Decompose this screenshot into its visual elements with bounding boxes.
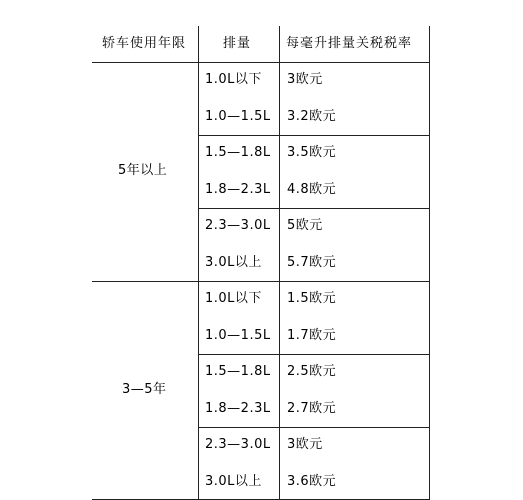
displacement-cell: 1.0L以下 xyxy=(205,291,262,306)
displacement-cell: 1.0L以下 xyxy=(205,72,262,87)
rule-header-bottom xyxy=(92,62,430,63)
rate-cell: 3.2欧元 xyxy=(287,109,337,124)
rule-g2-a xyxy=(198,354,430,355)
displacement-cell: 3.0L以上 xyxy=(205,474,262,489)
displacement-cell: 1.5—1.8L xyxy=(205,145,271,160)
rate-cell: 3欧元 xyxy=(287,72,323,87)
rate-cell: 4.8欧元 xyxy=(287,182,337,197)
header-rate: 每毫升排量关税税率 xyxy=(286,36,413,51)
rule-col-1 xyxy=(198,26,199,500)
displacement-cell: 1.0—1.5L xyxy=(205,109,271,124)
rate-cell: 1.5欧元 xyxy=(287,291,337,306)
rule-col-3 xyxy=(429,26,430,500)
rule-g2-b xyxy=(198,427,430,428)
header-displacement: 排量 xyxy=(223,36,252,51)
displacement-cell: 1.0—1.5L xyxy=(205,328,271,343)
displacement-cell: 2.3—3.0L xyxy=(205,437,271,452)
rule-g1-b xyxy=(198,208,430,209)
rate-cell: 2.5欧元 xyxy=(287,364,337,379)
header-age: 轿车使用年限 xyxy=(102,36,187,51)
rule-col-2 xyxy=(279,26,280,500)
displacement-cell: 2.3—3.0L xyxy=(205,218,271,233)
group-age-label: 3—5年 xyxy=(122,382,167,397)
rate-cell: 5欧元 xyxy=(287,218,323,233)
displacement-cell: 1.8—2.3L xyxy=(205,401,271,416)
rate-cell: 5.7欧元 xyxy=(287,255,337,270)
rule-g1-a xyxy=(198,135,430,136)
displacement-cell: 1.8—2.3L xyxy=(205,182,271,197)
displacement-cell: 1.5—1.8L xyxy=(205,364,271,379)
rate-cell: 3.6欧元 xyxy=(287,474,337,489)
rate-cell: 1.7欧元 xyxy=(287,328,337,343)
rule-group-divider xyxy=(92,281,430,282)
rate-cell: 2.7欧元 xyxy=(287,401,337,416)
group-age-label: 5年以上 xyxy=(118,163,168,178)
rate-cell: 3.5欧元 xyxy=(287,145,337,160)
displacement-cell: 3.0L以上 xyxy=(205,255,262,270)
rate-cell: 3欧元 xyxy=(287,437,323,452)
